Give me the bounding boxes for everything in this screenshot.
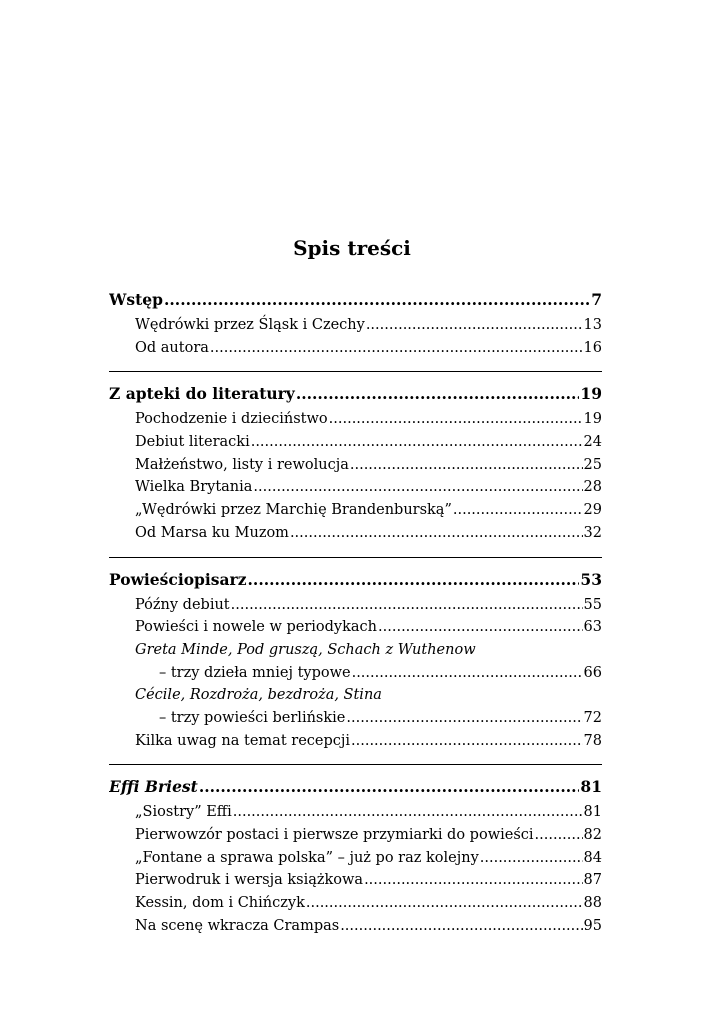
divider bbox=[109, 764, 602, 765]
entry-title: „Fontane a sprawa polska” – już po raz kolejny bbox=[135, 849, 479, 866]
dot-leader bbox=[535, 824, 583, 847]
page-number: 19 bbox=[583, 411, 602, 428]
dot-leader bbox=[480, 847, 583, 870]
toc-entry[interactable] bbox=[109, 869, 602, 892]
page-number: 19 bbox=[580, 384, 602, 404]
toc-entry[interactable] bbox=[109, 801, 602, 824]
table-of-contents bbox=[109, 286, 602, 937]
toc-chapter-z-apteki[interactable] bbox=[109, 380, 602, 408]
page-number: 16 bbox=[583, 339, 602, 356]
entry-title: Wędrówki przez Śląsk i Czechy bbox=[135, 317, 365, 333]
page-number: 25 bbox=[583, 456, 602, 473]
toc-chapter-powiesciopisarz[interactable] bbox=[109, 566, 602, 594]
page-number: 53 bbox=[580, 569, 602, 589]
dot-leader bbox=[248, 566, 580, 594]
entry-title: – trzy powieści berlińskie bbox=[159, 709, 346, 726]
dot-leader bbox=[210, 337, 583, 360]
page-number: 32 bbox=[583, 524, 602, 541]
entry-title: Małżeństwo, listy i rewolucja bbox=[135, 456, 349, 473]
dot-leader bbox=[346, 707, 582, 730]
dot-leader bbox=[233, 801, 583, 824]
entry-title: – trzy dzieła mniej typowe bbox=[159, 664, 351, 681]
dot-leader bbox=[378, 616, 583, 639]
entry-title: Powieści i nowele w periodykach bbox=[135, 619, 378, 636]
page-number: 81 bbox=[580, 777, 602, 797]
page-number: 55 bbox=[583, 596, 602, 613]
page-number: 84 bbox=[583, 849, 602, 866]
divider bbox=[109, 371, 602, 372]
chapter-title: Effi Briest bbox=[109, 777, 198, 797]
toc-entry[interactable] bbox=[109, 454, 602, 477]
entry-title: Późny debiut bbox=[135, 596, 230, 613]
page-number: 13 bbox=[583, 317, 602, 333]
toc-chapter-wstep[interactable] bbox=[109, 286, 602, 314]
entry-title: Kilka uwag na temat recepcji bbox=[135, 732, 351, 749]
entry-title: Wielka Brytania bbox=[135, 479, 253, 496]
toc-entry[interactable] bbox=[109, 476, 602, 499]
entry-title: „Wędrówki przez Marchię Brandenburską” bbox=[135, 502, 452, 519]
entry-title: Od autora bbox=[135, 339, 209, 356]
entry-title: Kessin, dom i Chińczyk bbox=[135, 895, 305, 912]
page-number: 72 bbox=[583, 709, 602, 726]
dot-leader bbox=[251, 431, 583, 454]
page-title: Spis treści bbox=[293, 236, 411, 260]
page-number: 63 bbox=[583, 619, 602, 636]
toc-entry[interactable] bbox=[109, 915, 602, 938]
page-number: 88 bbox=[583, 895, 602, 912]
entry-title: „Siostry” Effi bbox=[135, 804, 232, 821]
toc-entry-continuation[interactable] bbox=[109, 707, 602, 730]
page-number: 87 bbox=[583, 872, 602, 889]
page-number: 7 bbox=[591, 290, 602, 309]
chapter-title: Wstęp bbox=[109, 290, 163, 309]
toc-chapter-effi-briest[interactable] bbox=[109, 773, 602, 801]
dot-leader bbox=[366, 314, 583, 337]
toc-entry[interactable] bbox=[109, 337, 602, 360]
dot-leader bbox=[306, 892, 583, 915]
toc-entry[interactable] bbox=[109, 730, 602, 753]
page-number: 29 bbox=[583, 502, 602, 519]
page-number: 82 bbox=[583, 827, 602, 843]
page-number: 78 bbox=[583, 732, 602, 749]
toc-entry[interactable] bbox=[109, 824, 602, 847]
entry-title: Pochodzenie i dzieciństwo bbox=[135, 411, 328, 428]
dot-leader bbox=[340, 915, 582, 938]
dot-leader bbox=[350, 454, 583, 477]
toc-entry-heading[interactable]: Cécile, Rozdroża, bezdroża, Stina bbox=[135, 687, 382, 704]
dot-leader bbox=[199, 773, 580, 801]
toc-entry[interactable] bbox=[109, 522, 602, 545]
toc-entry[interactable] bbox=[109, 847, 602, 870]
toc-entry[interactable] bbox=[109, 431, 602, 454]
entry-title: Na scenę wkracza Crampas bbox=[135, 917, 340, 934]
page-number: 95 bbox=[583, 917, 602, 934]
toc-entry[interactable] bbox=[109, 408, 602, 431]
dot-leader bbox=[351, 730, 583, 753]
dot-leader bbox=[364, 869, 582, 892]
toc-entry[interactable] bbox=[109, 892, 602, 915]
dot-leader bbox=[453, 499, 583, 522]
chapter-title: Powieściopisarz bbox=[109, 569, 247, 589]
page-number: 24 bbox=[583, 434, 602, 451]
toc-entry-heading[interactable]: Greta Minde, Pod gruszą, Schach z Wuthenow bbox=[135, 641, 476, 658]
chapter-title: Z apteki do literatury bbox=[109, 384, 295, 404]
divider bbox=[109, 557, 602, 558]
toc-entry[interactable] bbox=[109, 594, 602, 617]
dot-leader bbox=[253, 476, 582, 499]
dot-leader bbox=[164, 286, 590, 314]
entry-title: Od Marsa ku Muzom bbox=[135, 524, 289, 541]
dot-leader bbox=[296, 380, 580, 408]
dot-leader bbox=[352, 662, 583, 685]
page-number: 66 bbox=[583, 664, 602, 681]
toc-entry-continuation[interactable] bbox=[109, 662, 602, 685]
entry-title: Pierwowzór postaci i pierwsze przymiarki do powieści bbox=[135, 827, 534, 843]
dot-leader bbox=[329, 408, 583, 431]
toc-entry[interactable] bbox=[109, 499, 602, 522]
dot-leader bbox=[231, 594, 583, 617]
toc-entry[interactable] bbox=[109, 314, 602, 337]
page-number: 28 bbox=[583, 479, 602, 496]
entry-title: Debiut literacki bbox=[135, 434, 250, 451]
entry-title: Pierwodruk i wersja książkowa bbox=[135, 872, 364, 889]
dot-leader bbox=[290, 522, 583, 545]
toc-entry[interactable] bbox=[109, 616, 602, 639]
page-number: 81 bbox=[583, 804, 602, 821]
